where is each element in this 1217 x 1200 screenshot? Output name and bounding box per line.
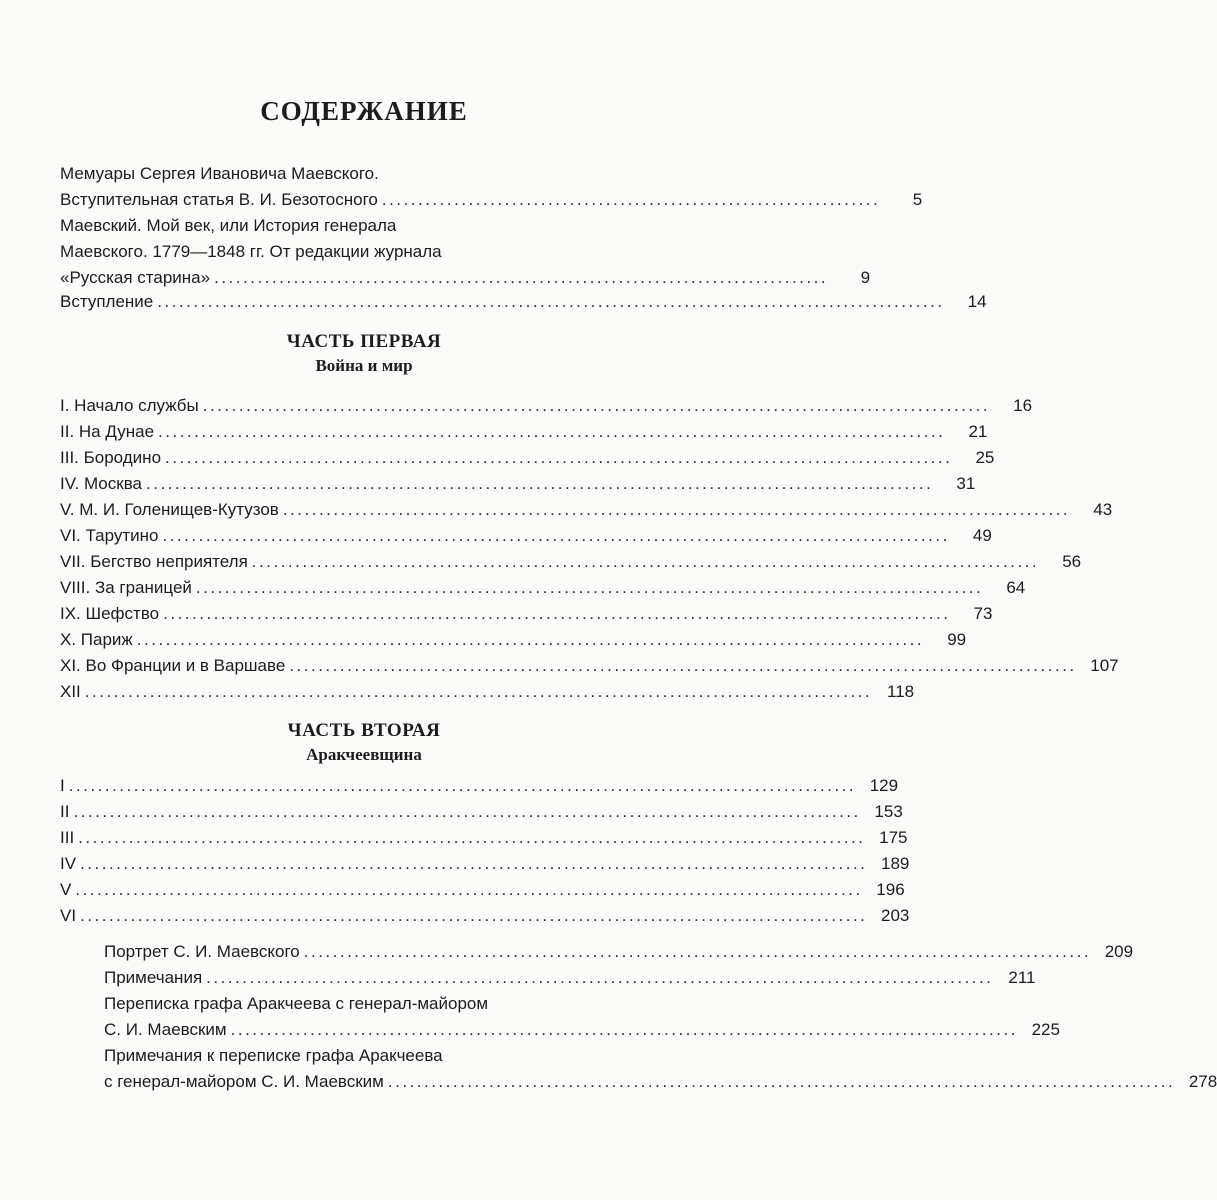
toc-entry-part1[interactable]: [60, 678, 915, 706]
entry-label: Примечания: [104, 968, 203, 987]
leader-dots: .............................................................................................................: [146, 474, 934, 493]
toc-entry-part1[interactable]: [60, 548, 1082, 576]
entry-page: 153: [874, 802, 903, 821]
leader-dots: .............................................................................................................: [158, 422, 946, 441]
entry-page: 43: [1093, 500, 1113, 519]
toc-entry-part1[interactable]: [60, 418, 988, 446]
entry-label: С. И. Маевским: [104, 1020, 227, 1039]
leader-dots: .............................................................................................................: [202, 396, 991, 415]
entry-page: 209: [1104, 942, 1134, 961]
part2-subtitle: Аракчеевщина: [306, 745, 422, 764]
entry-page: 73: [973, 604, 993, 623]
leader-dots: .............................................................................................................: [289, 656, 1077, 675]
entry-page: 203: [881, 906, 910, 925]
entry-page: 107: [1090, 656, 1119, 675]
toc-entry-letternotes[interactable]: [104, 1068, 1217, 1096]
leader-dots: .............................................................................................................: [78, 828, 866, 847]
entry-label: VII. Бегство неприятеля: [60, 552, 248, 571]
toc-entry-memoir[interactable]: [60, 186, 923, 214]
entry-label: Портрет С. И. Маевского: [104, 942, 300, 961]
entry-page: 21: [968, 422, 988, 441]
entry-label: VI. Тарутино: [60, 526, 159, 545]
entry-page: 16: [1013, 396, 1033, 415]
toc-entry-part1[interactable]: [60, 392, 1033, 420]
toc-entry-part1[interactable]: [60, 496, 1113, 524]
leader-dots: .............................................................................................................: [75, 880, 863, 899]
leader-dots: .............................................................................................................: [387, 1072, 1176, 1091]
entry-label: VIII. За границей: [60, 578, 192, 597]
entry-page: 56: [1062, 552, 1082, 571]
leader-dots: .............................................................................................................: [84, 682, 873, 701]
leader-dots: .............................................................................................................: [195, 578, 984, 597]
leader-dots: .............................................................................................................: [165, 448, 953, 467]
toc-entry-part2[interactable]: [60, 798, 903, 826]
entry-label: II. На Дунае: [60, 422, 155, 441]
entry-page: 64: [1006, 578, 1026, 597]
history-line-1: Маевский. Мой век, или История генерала: [60, 216, 397, 235]
toc-entry-part2[interactable]: [60, 824, 908, 852]
entry-page: 189: [881, 854, 910, 873]
entry-page: 9: [860, 268, 871, 287]
toc-entry-part2[interactable]: [60, 772, 899, 800]
entry-label: XII: [60, 682, 81, 701]
toc-entry-part1[interactable]: [60, 470, 976, 498]
entry-page: 49: [972, 526, 992, 545]
part2-title: ЧАСТЬ ВТОРАЯ: [287, 720, 441, 741]
toc-entry-part2[interactable]: [60, 850, 910, 878]
leader-dots: .............................................................................................................: [230, 1020, 1018, 1039]
entry-page: 5: [912, 190, 923, 209]
leader-dots: .............................................................................................................: [157, 292, 945, 311]
leader-dots: .............................................................................................................: [303, 942, 1092, 961]
entry-label: «Русская старина»: [60, 268, 211, 287]
toc-entry-portrait[interactable]: [104, 938, 1134, 966]
entry-label: Вступительная статья В. И. Безотосного: [60, 190, 378, 209]
leader-dots: .............................................................................................................: [136, 630, 925, 649]
entry-label: X. Париж: [60, 630, 133, 649]
entry-page: 196: [876, 880, 905, 899]
entry-page: 278: [1188, 1072, 1217, 1091]
entry-page: 25: [975, 448, 995, 467]
memoir-line-1: Мемуары Сергея Ивановича Маевского.: [60, 164, 379, 183]
entry-page: 211: [1008, 968, 1036, 987]
part1-title: ЧАСТЬ ПЕРВАЯ: [286, 331, 442, 352]
leader-dots: .............................................................................................................: [282, 500, 1071, 519]
entry-label: VI: [60, 906, 77, 925]
toc-entry-part2[interactable]: [60, 902, 910, 930]
toc-entry-part1[interactable]: [60, 444, 995, 472]
page-title: СОДЕРЖАНИЕ: [260, 96, 468, 126]
entry-label: Вступление: [60, 292, 154, 311]
history-line-2: Маевского. 1779—1848 гг. От редакции журнала: [60, 242, 442, 261]
entry-label: IX. Шефство: [60, 604, 160, 623]
entry-page: 175: [879, 828, 908, 847]
leader-dots: .............................................................................................................: [206, 968, 994, 987]
leader-dots: .....................................................................: [381, 190, 881, 209]
toc-entry-part1[interactable]: [60, 626, 967, 654]
toc-entry-part2[interactable]: [60, 876, 905, 904]
entry-page: 129: [869, 776, 899, 795]
entry-label: XI. Во Франции и в Варшаве: [60, 656, 286, 675]
entry-label: с генерал-майором С. И. Маевским: [104, 1072, 384, 1091]
entry-label: V. М. И. Голенищев-Кутузов: [60, 500, 279, 519]
leader-dots: .............................................................................................................: [73, 802, 861, 821]
toc-entry-part1[interactable]: [60, 522, 992, 550]
toc-entry-part1[interactable]: [60, 600, 993, 628]
toc-entry-notes[interactable]: [104, 964, 1036, 992]
toc-entry-part1[interactable]: [60, 574, 1026, 602]
entry-label: II: [60, 802, 70, 821]
entry-page: 225: [1031, 1020, 1060, 1039]
entry-label: IV: [60, 854, 77, 873]
leader-dots: .............................................................................................................: [68, 776, 857, 795]
toc-entry-vstuplenie[interactable]: [60, 288, 987, 316]
entry-label: III: [60, 828, 75, 847]
entry-label: I: [60, 776, 65, 795]
toc-entry-part1[interactable]: [60, 652, 1119, 680]
leader-dots: .............................................................................................................: [163, 604, 951, 623]
entry-page: 118: [887, 682, 915, 701]
entry-label: I. Начало службы: [60, 396, 199, 415]
leader-dots: .............................................................................................................: [162, 526, 950, 545]
leader-dots: .............................................................................................................: [80, 906, 868, 925]
leader-dots: .....................................................................................: [214, 268, 829, 287]
entry-label: IV. Москва: [60, 474, 142, 493]
letters-line-1: Переписка графа Аракчеева с генерал-майором: [104, 994, 489, 1013]
leader-dots: .............................................................................................................: [251, 552, 1040, 571]
part1-subtitle: Война и мир: [315, 356, 413, 375]
entry-page: 99: [947, 630, 967, 649]
letternotes-line-1: Примечания к переписке графа Аракчеева: [104, 1046, 443, 1065]
entry-label: V: [60, 880, 72, 899]
toc-entry-letters[interactable]: [104, 1016, 1060, 1044]
entry-label: III. Бородино: [60, 448, 162, 467]
leader-dots: .............................................................................................................: [80, 854, 868, 873]
entry-page: 31: [956, 474, 976, 493]
entry-page: 14: [967, 292, 987, 311]
